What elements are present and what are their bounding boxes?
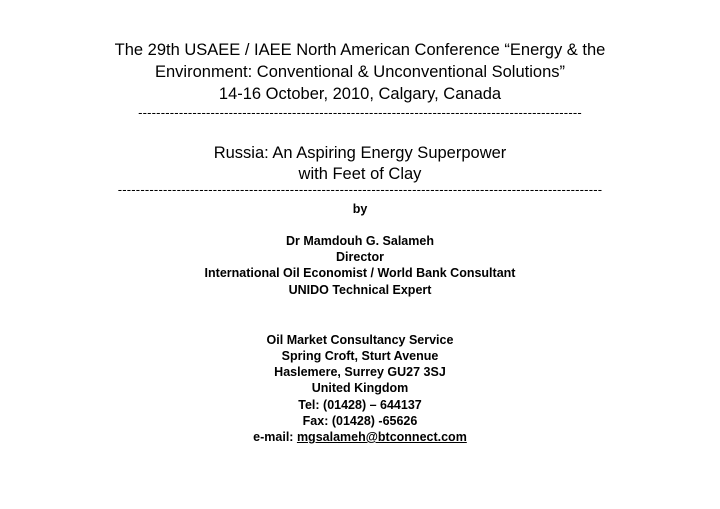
separator-bottom: -----------------------------------------------------------------------------------------------------------: [117, 183, 603, 197]
contact-tel: Tel: (01428) – 644137: [298, 398, 422, 412]
contact-street: Spring Croft, Sturt Avenue: [281, 349, 439, 363]
separator-top: --------------------------------------------------------------------------------------------------: [138, 106, 582, 120]
contact-fax: Fax: (01428) -65626: [302, 414, 418, 428]
paper-title-line-1: Russia: An Aspiring Energy Superpower: [213, 144, 507, 162]
conference-title-line-1: The 29th USAEE / IAEE North American Conference “Energy & the: [114, 41, 606, 59]
email-label: e-mail:: [253, 430, 297, 444]
conference-title-line-2: Environment: Conventional & Unconventional Solutions”: [155, 63, 565, 81]
author-position: International Oil Economist / World Bank Consultant: [204, 266, 516, 280]
contact-city: Haslemere, Surrey GU27 3SJ: [274, 365, 446, 379]
email-link[interactable]: mgsalameh@btconnect.com: [296, 430, 467, 444]
contact-country: United Kingdom: [311, 381, 409, 395]
author-expertise: UNIDO Technical Expert: [288, 283, 432, 297]
author-role: Director: [336, 250, 384, 264]
contact-organization: Oil Market Consultancy Service: [266, 333, 454, 347]
paper-title-line-2: with Feet of Clay: [298, 165, 422, 183]
by-label: by: [352, 202, 368, 216]
contact-email-line: [0, 429, 720, 445]
author-name: Dr Mamdouh G. Salameh: [286, 234, 434, 248]
conference-date-location: 14-16 October, 2010, Calgary, Canada: [218, 85, 502, 103]
